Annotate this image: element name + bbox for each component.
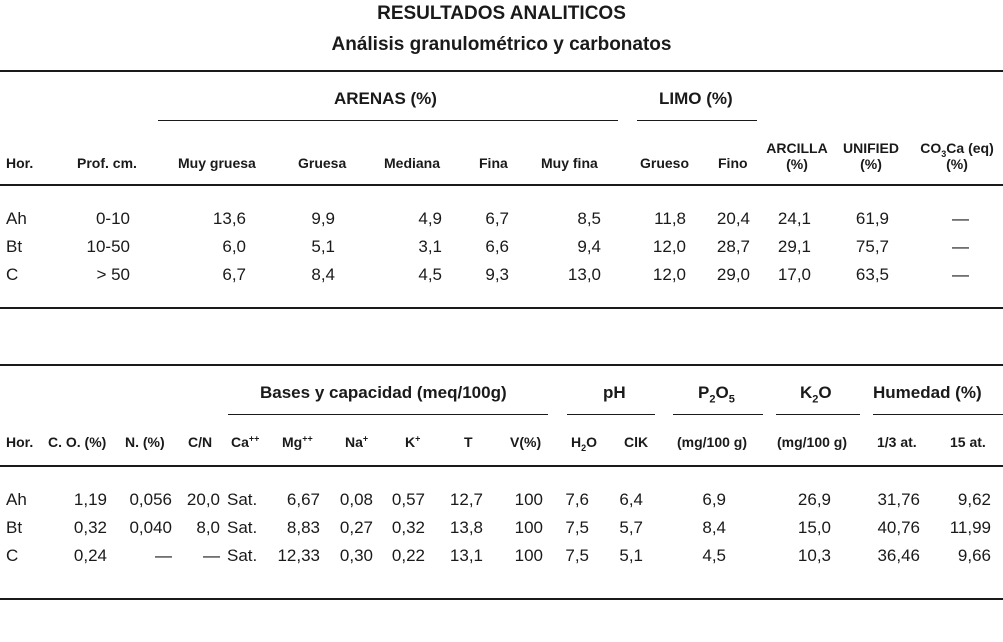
table-cell: 4,9 xyxy=(418,209,442,228)
table-cell: 5,1 xyxy=(619,546,643,565)
table-cell: 8,0 xyxy=(196,518,220,537)
table-cell: 8,4 xyxy=(311,265,335,284)
table-cell: Ah xyxy=(6,209,27,228)
table-cell: 5,1 xyxy=(311,237,335,256)
table-cell: 9,66 xyxy=(957,546,991,565)
table-cell: 20,4 xyxy=(716,209,750,228)
table-cell: 17,0 xyxy=(777,265,811,284)
table-cell: 12,0 xyxy=(652,265,686,284)
table2-header-rule xyxy=(0,465,1003,467)
page-title: RESULTADOS ANALITICOS xyxy=(377,3,626,24)
col-header-prof: Prof. cm. xyxy=(77,155,137,171)
table-cell: 0,24 xyxy=(73,546,107,565)
table-cell: Sat. xyxy=(227,490,258,509)
table-cell: C xyxy=(6,265,19,284)
table-cell: 6,7 xyxy=(485,209,509,228)
col-header-p2o5-unit: (mg/100 g) xyxy=(677,434,748,450)
arcilla-unit: (%) xyxy=(786,156,808,172)
table-cell: 0,27 xyxy=(339,518,373,537)
unified-label: UNIFIED xyxy=(843,140,899,156)
table-cell: Bt xyxy=(6,237,23,256)
col-header-na: Na+ xyxy=(345,433,369,450)
table-cell: 15,0 xyxy=(797,518,831,537)
table-cell: 6,7 xyxy=(222,265,246,284)
col-header-muy-fina: Muy fina xyxy=(541,155,598,171)
table-cell: — xyxy=(952,237,969,256)
ph-rule xyxy=(567,414,655,415)
table-cell: 100 xyxy=(514,490,543,509)
col-header-cn: C/N xyxy=(188,434,213,450)
table-cell: — xyxy=(203,546,220,565)
table-cell: 29,0 xyxy=(716,265,750,284)
col-header-co: C. O. (%) xyxy=(48,434,107,450)
col-header-ca: Ca++ xyxy=(231,433,260,450)
table-cell: 7,5 xyxy=(565,518,589,537)
table-cell: — xyxy=(952,209,969,228)
table-cell: 26,9 xyxy=(797,490,831,509)
table1-top-rule xyxy=(0,70,1003,72)
table1-header-rule xyxy=(0,184,1003,186)
table-cell: — xyxy=(155,546,172,565)
table-cell: 36,46 xyxy=(877,546,920,565)
table-cell: 6,0 xyxy=(222,237,246,256)
table-cell: 0,056 xyxy=(129,490,172,509)
table-cell: 6,4 xyxy=(619,490,643,509)
table-cell: 10,3 xyxy=(797,546,831,565)
table-cell: 1,19 xyxy=(73,490,107,509)
group-header-ph: pH xyxy=(603,383,626,402)
table-cell: 5,7 xyxy=(619,518,643,537)
table-cell: 40,76 xyxy=(877,518,920,537)
table-cell: Ah xyxy=(6,490,27,509)
col-header-fino: Fino xyxy=(718,155,748,171)
col-header-mg: Mg++ xyxy=(282,433,313,450)
table-cell: 7,5 xyxy=(565,546,589,565)
table-cell: 10-50 xyxy=(86,237,130,256)
group-header-arenas: ARENAS (%) xyxy=(334,89,437,108)
arenas-rule xyxy=(158,120,618,121)
table-cell: 0,22 xyxy=(391,546,425,565)
group-header-bases: Bases y capacidad (meq/100g) xyxy=(260,383,507,402)
page-subtitle: Análisis granulométrico y carbonatos xyxy=(331,34,672,55)
table-cell: 13,8 xyxy=(449,518,483,537)
table-cell: 7,6 xyxy=(565,490,589,509)
col-header-grueso: Grueso xyxy=(640,155,690,171)
table-cell: 8,4 xyxy=(702,518,726,537)
table-cell: 20,0 xyxy=(186,490,220,509)
co3ca-unit: (%) xyxy=(946,156,968,172)
table-cell: Sat. xyxy=(227,546,258,565)
table-cell: 63,5 xyxy=(855,265,889,284)
table-cell: 61,9 xyxy=(855,209,889,228)
col-header-t: T xyxy=(464,434,473,450)
table-cell: 24,1 xyxy=(777,209,811,228)
table-cell: 0,57 xyxy=(391,490,425,509)
table-cell: 31,76 xyxy=(877,490,920,509)
table-cell: 8,83 xyxy=(286,518,320,537)
table-cell: 6,6 xyxy=(485,237,509,256)
table-cell: 0-10 xyxy=(95,209,130,228)
table-cell: 12,0 xyxy=(652,237,686,256)
bases-rule xyxy=(228,414,548,415)
humedad-rule xyxy=(873,414,1003,415)
table-cell: 75,7 xyxy=(855,237,889,256)
table-cell: 6,67 xyxy=(286,490,320,509)
table-cell: 0,32 xyxy=(391,518,425,537)
table-cell: 6,9 xyxy=(702,490,726,509)
table-cell: 13,0 xyxy=(567,265,601,284)
col-header-k2o-unit: (mg/100 g) xyxy=(777,434,848,450)
group-header-p2o5: $P_2O_5$ xyxy=(698,383,735,406)
col-header-n: N. (%) xyxy=(125,434,165,450)
table-cell: 29,1 xyxy=(777,237,811,256)
table1-bottom-rule xyxy=(0,307,1003,309)
table2-bottom-rule xyxy=(0,598,1003,600)
group-header-humedad: Humedad (%) xyxy=(873,383,982,402)
table-cell: 12,33 xyxy=(277,546,320,565)
table-cell: 8,5 xyxy=(577,209,601,228)
arcilla-label: ARCILLA xyxy=(766,140,828,156)
col-header-k: K+ xyxy=(405,433,421,450)
table-cell: 9,3 xyxy=(485,265,509,284)
col-header-hor: Hor. xyxy=(6,155,34,171)
table-cell: 9,9 xyxy=(311,209,335,228)
table-cell: 13,1 xyxy=(449,546,483,565)
table-cell: 11,8 xyxy=(654,209,686,228)
group-header-limo: LIMO (%) xyxy=(659,89,733,108)
table-cell: 12,7 xyxy=(449,490,483,509)
col-header-fina: Fina xyxy=(479,155,508,171)
table-cell: 28,7 xyxy=(716,237,750,256)
table-cell: 100 xyxy=(514,546,543,565)
col-header-hor2: Hor. xyxy=(6,434,34,450)
table-cell: 100 xyxy=(514,518,543,537)
table-cell: 3,1 xyxy=(418,237,442,256)
col-header-co3ca: $CO_3Ca$ (eq) (%) xyxy=(916,140,998,172)
table-cell: — xyxy=(952,265,969,284)
col-header-clk: ClK xyxy=(624,434,649,450)
table-cell: C xyxy=(6,546,19,565)
col-header-15at: 15 at. xyxy=(950,434,986,450)
col-header-mediana: Mediana xyxy=(384,155,441,171)
table-cell: 4,5 xyxy=(702,546,726,565)
table-cell: Sat. xyxy=(227,518,258,537)
table-cell: 13,6 xyxy=(212,209,246,228)
table-cell: 0,30 xyxy=(339,546,373,565)
unified-unit: (%) xyxy=(860,156,882,172)
table-cell: 0,08 xyxy=(339,490,373,509)
col-header-unified xyxy=(836,140,906,172)
col-header-muy-gruesa: Muy gruesa xyxy=(178,155,256,171)
col-header-h2o: $H_2O$ xyxy=(571,434,598,453)
table-cell: 11,99 xyxy=(949,518,991,537)
group-header-k2o: $K_2O$ xyxy=(800,383,832,406)
limo-rule xyxy=(637,120,757,121)
table-cell: 0,040 xyxy=(129,518,172,537)
k2o-rule xyxy=(776,414,860,415)
table-cell: 0,32 xyxy=(73,518,107,537)
table-cell: 9,62 xyxy=(957,490,991,509)
p2o5-rule xyxy=(673,414,763,415)
table-cell: > 50 xyxy=(96,265,130,284)
col-header-13at: 1/3 at. xyxy=(877,434,917,450)
table-cell: Bt xyxy=(6,518,23,537)
col-header-arcilla xyxy=(762,140,832,172)
table2-top-rule xyxy=(0,364,1003,366)
table-cell: 9,4 xyxy=(577,237,601,256)
col-header-gruesa: Gruesa xyxy=(298,155,347,171)
table-cell: 4,5 xyxy=(418,265,442,284)
col-header-v: V(%) xyxy=(510,434,542,450)
